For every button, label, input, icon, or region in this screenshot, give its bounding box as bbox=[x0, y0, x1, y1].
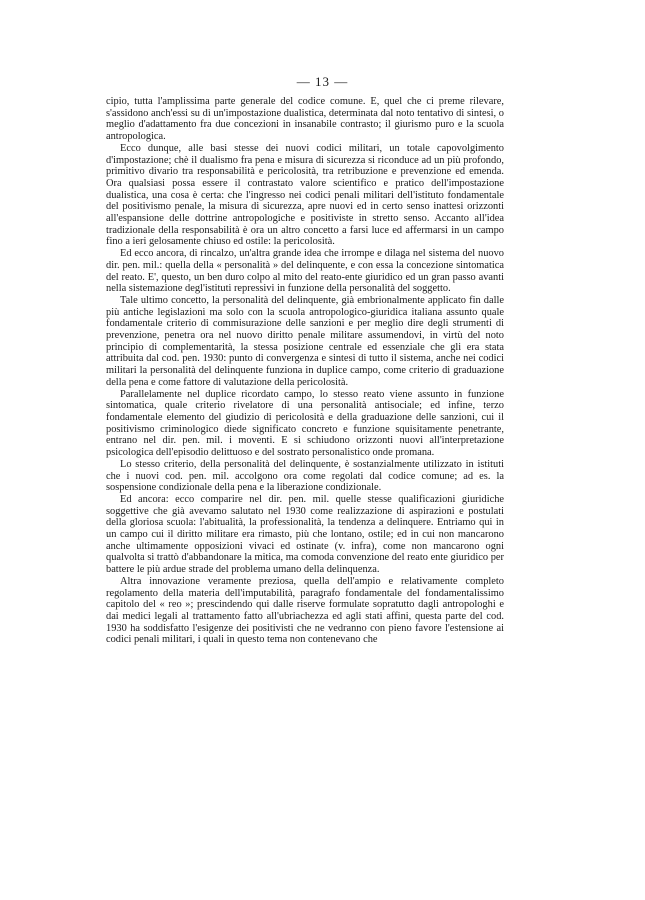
page-number: — 13 — bbox=[296, 74, 349, 89]
paragraph: Ed ecco ancora, di rincalzo, un'altra grande idea che irrompe e dilaga nel sistema del nuovo dir. pen. mil.: quella della « personalità » del delinquente, e con essa la concezione sintomatica del reato. E', questo, un ben duro colpo al mito del reato-ente giuridico ed un gran passo avanti nella sistemazione degl'istituti repressivi in funzione della personalità del soggetto. bbox=[106, 248, 504, 295]
paragraph: Tale ultimo concetto, la personalità del delinquente, già embrionalmente applicato fin dalle più antiche legislazioni ma solo con la scuola antropologico-giuridica italiana assunto quale fondamentale criterio di commisurazione delle sanzioni e per meglio dire degli strumenti di prevenzione, penetra ora nel nuovo diritto penale militare assumendovi, in virtù del noto principio di complementarità, la stessa posizione centrale ed essenziale che gli era stata attribuita dal cod. pen. 1930: punto di convergenza e sintesi di tutto il sistema, anche nei codici militari la personalità del delinquente funziona in duplice campo, come criterio di graduazione della pena e come fattore di valutazione della pericolosità. bbox=[106, 294, 504, 388]
paragraph: cipio, tutta l'amplissima parte generale del codice comune. E, quel che ci preme rilevare, s'assidono anch'essi su di un'impostazione dualistica, determinata dal noto tentativo di sintesi, o meglio d'adattamento fra due concezioni in insanabile contrasto; il giurismo puro e la scuola antropologica. bbox=[106, 96, 504, 143]
paragraph: Lo stesso criterio, della personalità del delinquente, è sostanzialmente utilizzato in istituti che i nuovi cod. pen. mil. accolgono ora come regolati dal codice comune; ad es. la sospensione condizionale della pena e la liberazione condizionale. bbox=[106, 458, 504, 494]
paragraph: Altra innovazione veramente preziosa, quella dell'ampio e relativamente completo regolamento della materia dell'imputabilità, paragrafo fondamentale del fondamentalissimo capitolo del « reo »; prescindendo qui dalle riserve formulate sopratutto dagli antropologhi e dai medici legali al trattamento fatto all'ubriachezza ed agli stati affini, questa parte del cod. 1930 ha soddisfatto l'esigenze dei positivisti che ne vedranno con pieno favore l'estensione ai codici penali militari, i quali in questo tema non contenevano che bbox=[106, 575, 504, 646]
paragraph: Ed ancora: ecco comparire nel dir. pen. mil. quelle stesse qualificazioni giuridiche soggettive che già avevamo salutato nel 1930 come realizzazione di aspirazioni e postulati della gloriosa scuola: l'abitualità, la professionalità, la tendenza a delinquere. Entriamo qui in un campo cui il diritto militare era rimasto, più che lontano, ostile; ed in cui non mancarono anche ultimamente opposizioni vivaci ed ostinate (v. infra), come non mancarono ogni qualvolta si trattò d'abbandonare la mitica, ma comoda convenzione del reato ente giuridico per battere le più ardue strade del problema umano della delinquenza. bbox=[106, 493, 504, 576]
body-text bbox=[106, 96, 504, 646]
paragraph: Parallelamente nel duplice ricordato campo, lo stesso reato viene assunto in funzione sintomatica, quale criterio rivelatore di una personalità antisociale; ed infine, terzo fondamentale elemento del giudizio di pericolosità e della graduazione delle sanzioni, cui il positivismo criminologico diede significato concreto e funzione squisitamente penetrante, entrano nel dir. pen. mil. i moventi. E si schiudono orizzonti nuovi all'interpretazione psicologica dell'episodio delittuoso e del sostrato personalistico onde promana. bbox=[106, 388, 504, 459]
paragraph: Ecco dunque, alle basi stesse dei nuovi codici militari, un totale capovolgimento d'impostazione; chè il dualismo fra pena e misura di sicurezza si riconduce ad un più profondo, primitivo divario tra responsabilità e pericolosità, tra retribuzione e prevenzione ed emenda. Ora qualsiasi possa essere il contrastato valore scientifico e pratico dell'impostazione dualistica, una cosa è certa: che l'ingresso nei codici penali militari dell'istituto fondamentale del positivismo penale, la misura di sicurezza, apre nuovi ed in certo senso inattesi orizzonti all'espansione delle dottrine antropologiche e positiviste in stretto senso. Accanto all'idea tradizionale della responsabilità è ora un altro concetto a farsi luce ed affermarsi in un campo fino a ieri gelosamente chiuso ed ostile: la pericolosità. bbox=[106, 142, 504, 248]
